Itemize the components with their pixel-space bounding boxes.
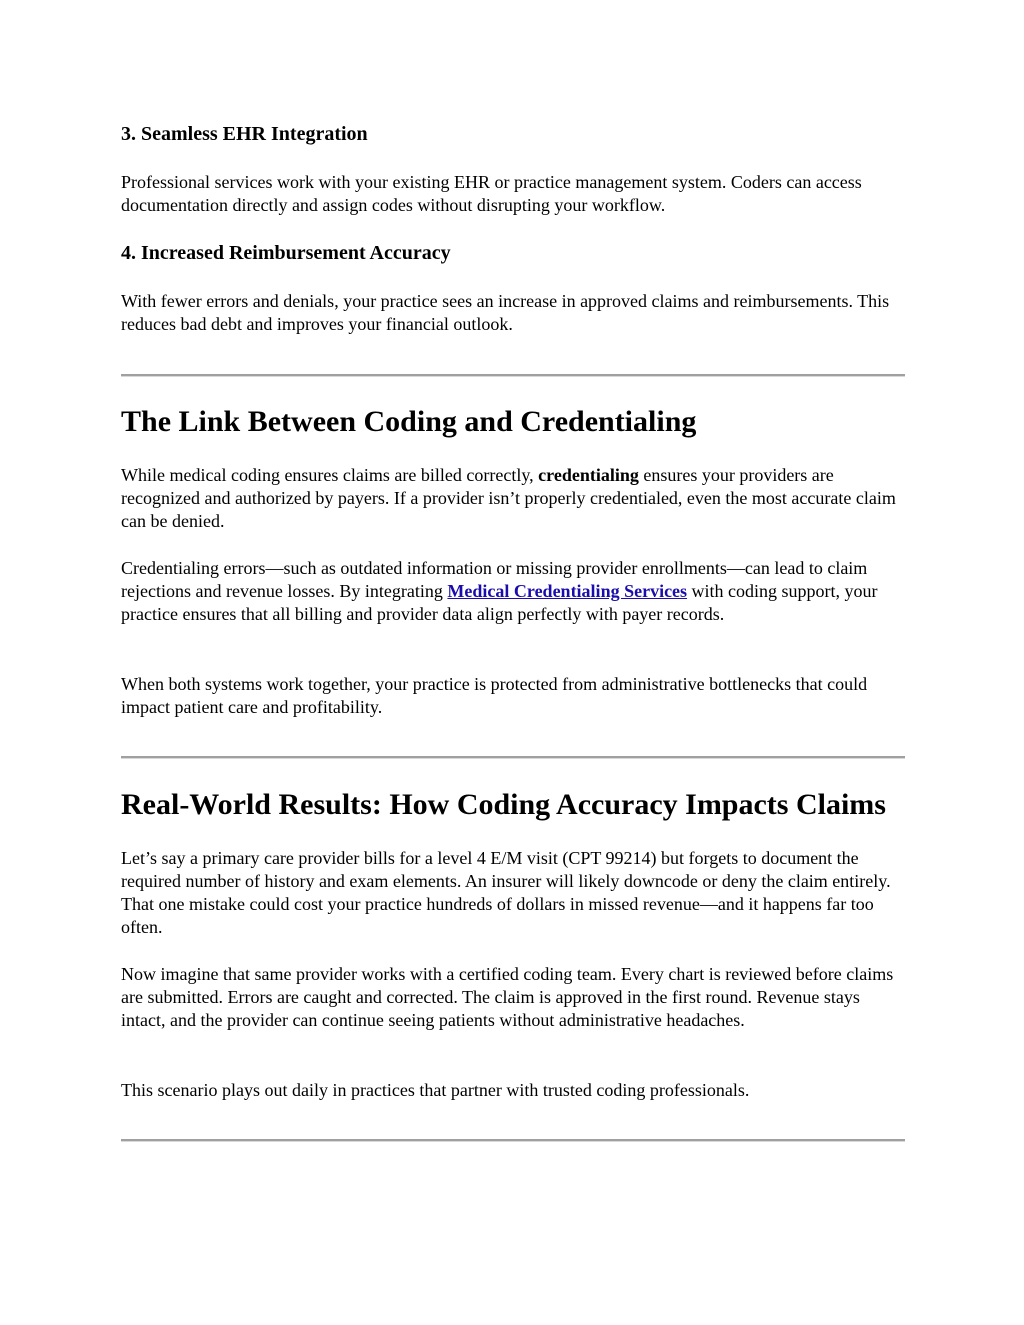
bold-term-credentialing: credentialing xyxy=(538,465,639,485)
results-paragraph-3: This scenario plays out daily in practices that partner with trusted coding professionals. xyxy=(121,1080,750,1100)
paragraph-text: Credentialing errors—such as outdated information or missing provider enrollments—can lead to claim rejections and revenue losses. By integrating xyxy=(121,558,868,601)
item3-paragraph: Professional services work with your existing EHR or practice management system. Coders can access documentation directly and assign codes without disrupting your workflow. xyxy=(121,172,862,215)
paragraph-text: ensures your providers are recognized and authorized by payers. If a provider isn’t properly credentialed, even the most accurate claim can be denied. xyxy=(121,465,896,531)
medical-credentialing-services-link[interactable]: Medical Credentialing Services xyxy=(447,581,688,601)
section-heading-results: Real-World Results: How Coding Accuracy Impacts Claims xyxy=(121,788,886,821)
item4-paragraph: With fewer errors and denials, your practice sees an increase in approved claims and reimbursements. This reduces bad debt and improves your financial outlook. xyxy=(121,291,890,334)
horizontal-rule xyxy=(121,374,905,377)
credentialing-paragraph-3: When both systems work together, your practice is protected from administrative bottlenecks that could impact patient care and profitability. xyxy=(121,674,868,717)
horizontal-rule xyxy=(121,756,905,759)
credentialing-paragraph-1 xyxy=(121,464,905,533)
paragraph-text: While medical coding ensures claims are billed correctly, xyxy=(121,465,539,485)
item3-heading: 3. Seamless EHR Integration xyxy=(121,123,368,145)
item4-heading: 4. Increased Reimbursement Accuracy xyxy=(121,242,451,264)
horizontal-rule xyxy=(121,1139,905,1142)
paragraph-text: with coding support, your practice ensures that all billing and provider data align perfectly with payer records. xyxy=(121,581,878,624)
results-paragraph-2: Now imagine that same provider works with a certified coding team. Every chart is reviewed before claims are submitted. Errors are caught and corrected. The claim is approved in the first round. Revenue stays intact, and the provider can continue seeing patients without administrative headaches. xyxy=(121,964,894,1030)
credentialing-paragraph-2 xyxy=(121,557,905,626)
results-paragraph-1: Let’s say a primary care provider bills for a level 4 E/M visit (CPT 99214) but forgets to document the required number of history and exam elements. An insurer will likely downcode or deny the claim entirely. That one mistake could cost your practice hundreds of dollars in missed revenue—and it happens far too often. xyxy=(121,848,891,937)
section-heading-credentialing: The Link Between Coding and Credentialing xyxy=(121,405,697,438)
